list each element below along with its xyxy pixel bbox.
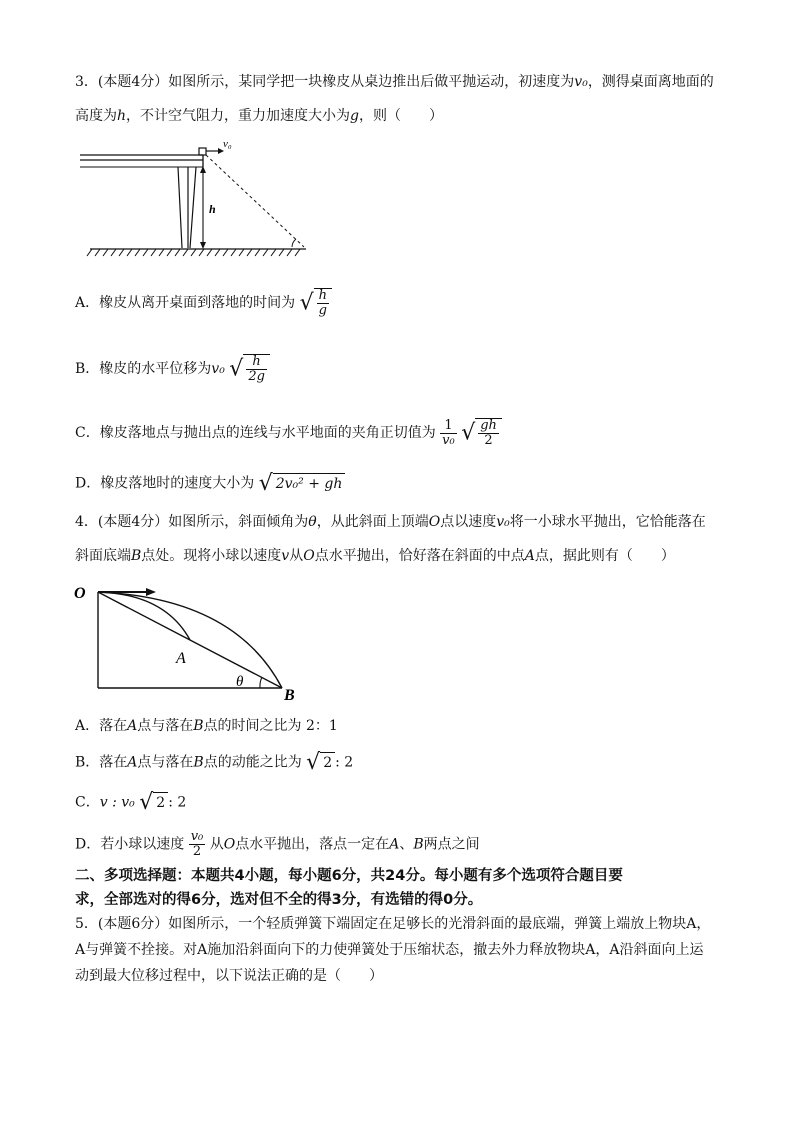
q3-figure-table-projectile (78, 135, 318, 260)
q4-fig-o-label: O (74, 585, 86, 602)
section-2-heading-line-2: 求，全部选对的得6分，选对但不全的得3分，有选错的得0分。 (75, 892, 483, 908)
q3-option-a: A．橡皮从离开桌面到落地的时间为 √ $\frac{h}{g}$ (75, 288, 734, 318)
q5-stem-line-3: 动到最大位移过程中，以下说法正确的是（ ） (75, 968, 383, 984)
q4-stem-line-2: 斜面底端B点处。现将小球以速度v从O点水平抛出，恰好落在斜面的中点A点，据此则有（ ） (75, 548, 675, 564)
q4-figure-incline-projectile (70, 580, 310, 705)
q4-stem-line-1: 4．(本题4分）如图所示，斜面倾角为θ，从此斜面上顶端O点以速度v₀将一小球水平抛出，它恰能落在 (75, 514, 706, 530)
q3-option-c: C．橡皮落地点与抛出点的连线与水平地面的夹角正切值为 $\frac{1}{\text{v₀}}$ √ $\frac{gh}{2}$ (75, 418, 734, 448)
q3-stem-line-2: 高度为h，不计空气阻力，重力加速度大小为g，则（ ） (75, 108, 443, 124)
q4-option-b: B．落在A点与落在B点的动能之比为 √ 2 : 2 (75, 750, 354, 775)
q4-option-c: C．v : v₀ √ 2 : 2 (75, 790, 187, 815)
q4-fig-theta-label: θ (236, 674, 244, 690)
section-2-heading-line-1: 二、多项选择题：本题共4小题，每小题6分，共24分。每小题有多个选项符合题目要 (75, 868, 623, 884)
q4-fig-a-label: A (176, 650, 186, 667)
q5-stem-line-2: A与弹簧不拴接。对A施加沿斜面向下的力使弹簧处于压缩状态，撤去外力释放物块A，A沿斜面向上运 (75, 942, 704, 958)
q5-stem-line-1: 5．(本题6分）如图所示，一个轻质弹簧下端固定在足够长的光滑斜面的最底端，弹簧上端放上物块A， (75, 916, 711, 932)
q4-fig-b-label: B (284, 687, 295, 704)
q4-option-d: D．若小球以速度 $\frac{\text{v₀}}{2}$ 从O点水平抛出，落点一定在A、B两点之间 (75, 829, 480, 859)
q3-option-d: D．橡皮落地时的速度大小为 √ 2v₀² + gh (75, 473, 734, 494)
q3-fig-v0-label: v₀ (223, 138, 232, 150)
q3-stem-line-1: 3．(本题4分）如图所示，某同学把一块橡皮从桌边推出后做平抛运动，初速度为v₀，测得桌面离地面的 (75, 74, 714, 90)
q3-option-b: B．橡皮的水平位移为v₀ √ $\frac{h}{2g}$ (75, 354, 734, 384)
q4-option-a: A．落在A点与落在B点的时间之比为 2：1 (75, 718, 338, 734)
q3-fig-h-label: h (209, 202, 216, 216)
